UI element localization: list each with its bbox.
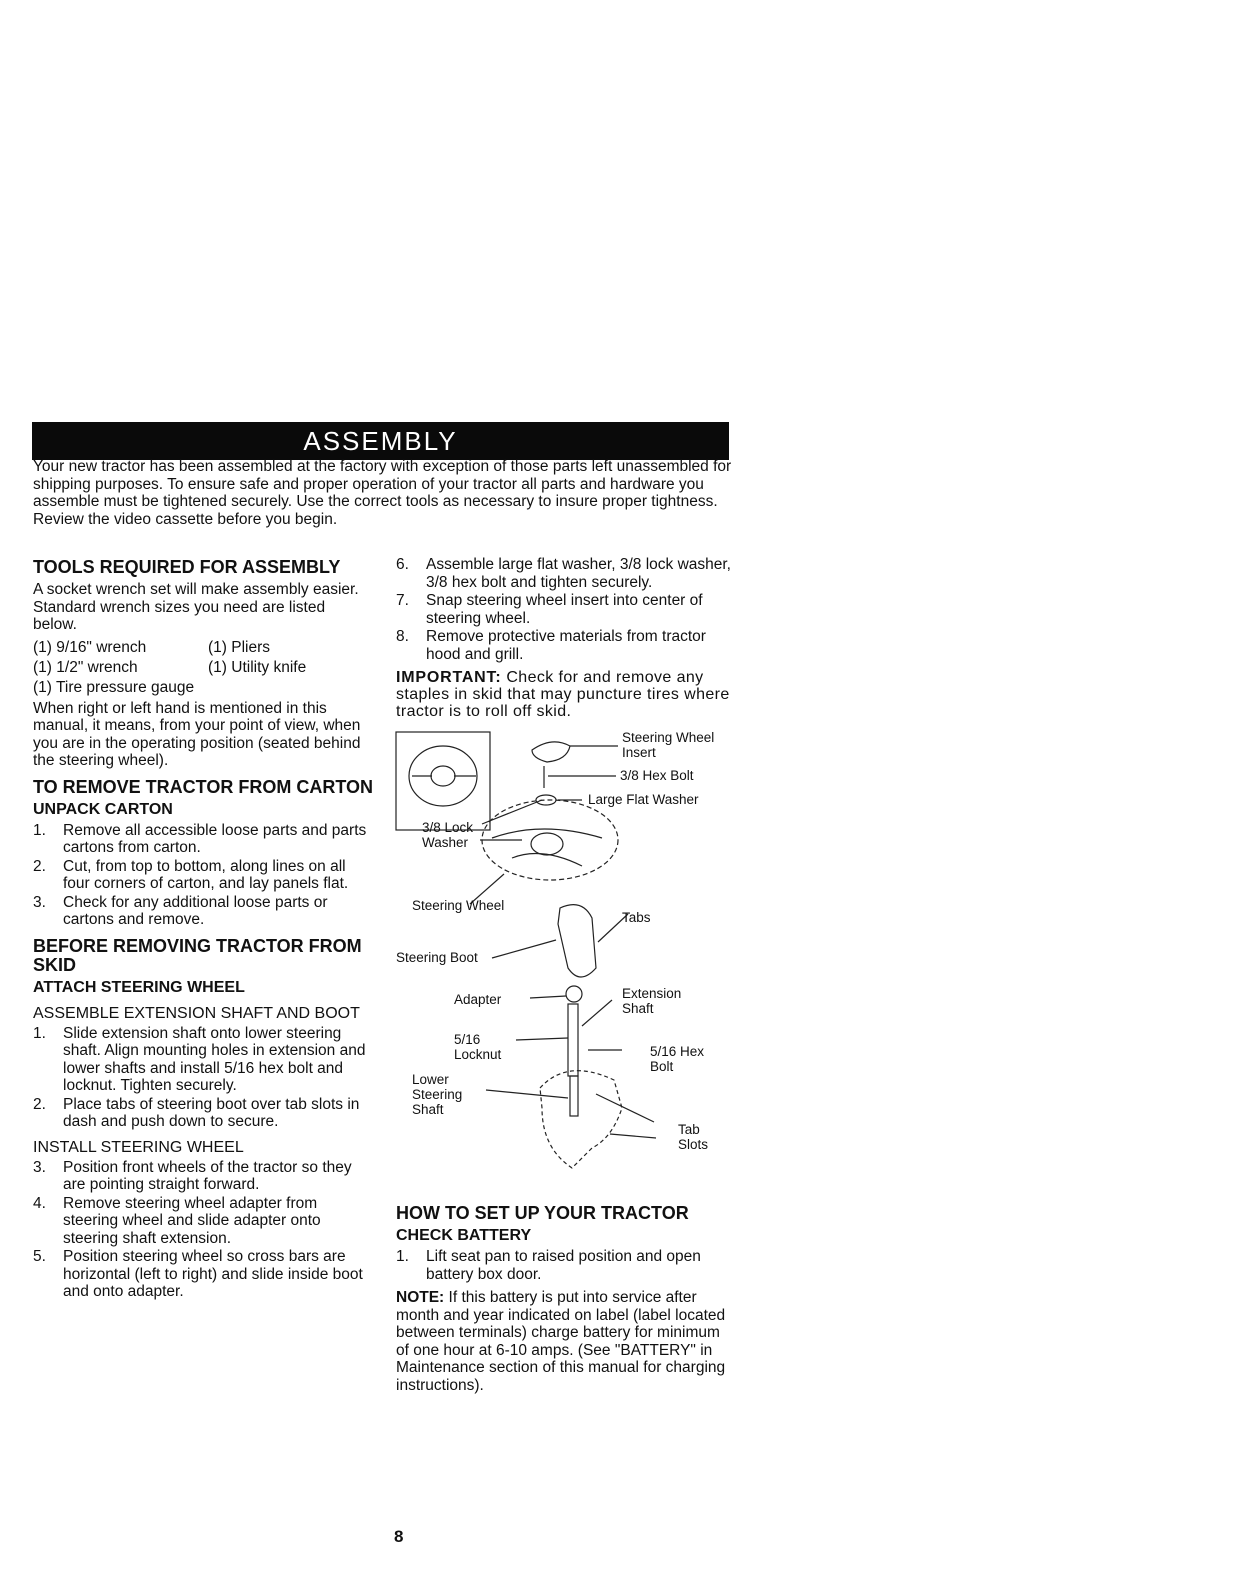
tool-item: (1) 1/2" wrench [33,658,138,676]
unpack-heading: UNPACK CARTON [33,800,173,818]
section-banner: ASSEMBLY [32,422,729,460]
tool-item: (1) Utility knife [208,658,307,676]
list-item: 7. Snap steering wheel insert into center of steering wheel. [396,592,703,627]
list-item: 8. Remove protective materials from tractor hood and grill. [396,628,706,663]
extension-steps [33,1025,373,1131]
label-lower-shaft: Lower Steering Shaft [412,1072,463,1117]
tool-item: (1) 9/16" wrench [33,638,147,656]
tools-heading: TOOLS REQUIRED FOR ASSEMBLY [33,557,341,577]
label-hex-bolt: 3/8 Hex Bolt [620,768,694,783]
label-flat-washer: Large Flat Washer [588,792,699,807]
wheel-steps [396,556,736,663]
label-extension-shaft: Extension Shaft [622,986,682,1016]
label-insert: Steering Wheel Insert [622,730,715,760]
label-tabs: Tabs [622,910,651,925]
list-item: 6. Assemble large flat washer, 3/8 lock washer, 3/8 hex bolt and tighten securely. [396,556,731,591]
label-steering-boot: Steering Boot [396,950,478,965]
attach-heading: ATTACH STEERING WHEEL [33,978,245,996]
important-note: IMPORTANT: Check for and remove any staples in skid that may puncture tires where tractor is to roll off skid. [396,669,730,720]
label-lock-washer: 3/8 Lock Washer [422,820,474,850]
list-item: 4. Remove steering wheel adapter from steering wheel and slide adapter onto steering shaft extension. [33,1194,321,1247]
battery-steps [396,1248,736,1283]
install-heading: INSTALL STEERING WHEEL [33,1138,244,1156]
label-hex-bolt-516: 5/16 Hex Bolt [650,1044,705,1074]
left-column [33,556,373,1307]
tools-intro: A socket wrench set will make assembly easier. Standard wrench sizes you need are listed below. [33,581,359,633]
tool-item: (1) Pliers [208,638,271,656]
list-item: 1. Remove all accessible loose parts and parts cartons from carton. [33,821,367,856]
setup-heading: HOW TO SET UP YOUR TRACTOR [396,1203,689,1223]
before-heading: BEFORE REMOVING TRACTOR FROM SKID [33,935,362,975]
tools-list [33,638,373,698]
battery-note: NOTE: If this battery is put into service after month and year indicated on label (label located between terminals) charge battery for minimum of one hour at 6-10 amps. (See "BATTERY" in Maintenance section of this manual for charging instructions). [396,1289,726,1394]
steering-assembly-diagram [392,728,732,1198]
list-item: 2. Place tabs of steering boot over tab slots in dash and push down to secure. [33,1095,360,1130]
extension-heading: ASSEMBLE EXTENSION SHAFT AND BOOT [33,1004,360,1022]
list-item: 1. Slide extension shaft onto lower steering shaft. Align mounting holes in extension and lower shafts and install 5/16 hex bolt and locknut. Tighten securely. [33,1024,366,1094]
list-item: 3. Check for any additional loose parts or cartons and remove. [33,893,328,928]
list-item: 2. Cut, from top to bottom, along lines on all four corners of carton, and lay panels flat. [33,857,349,892]
page-number: 8 [394,1527,404,1546]
label-steering-wheel: Steering Wheel [412,898,505,913]
list-item: 3. Position front wheels of the tractor so they are pointing straight forward. [33,1158,352,1193]
battery-heading: CHECK BATTERY [396,1227,532,1244]
unpack-steps [33,822,373,929]
intro-paragraph: Your new tractor has been assembled at the factory with exception of those parts left unassembled for shipping purposes. To ensure safe and proper operation of your tractor all parts and hardware you assemble must be tightened securely. Use the correct tools as necessary to insure proper tightness. Review the video cassette before you begin. [33,458,732,528]
remove-heading: TO REMOVE TRACTOR FROM CARTON [33,776,374,797]
right-column [396,556,736,1394]
install-steps [33,1159,373,1301]
label-locknut: 5/16 Locknut [454,1032,502,1062]
label-tab-slots: Tab Slots [678,1122,709,1152]
list-item: 1. Lift seat pan to raised position and open battery box door. [396,1248,701,1283]
hand-note: When right or left hand is mentioned in this manual, it means, from your point of view, when you are in the operating position (seated behind the steering wheel). [33,699,361,769]
list-item: 5. Position steering wheel so cross bars are horizontal (left to right) and slide inside boot and onto adapter. [33,1248,363,1300]
tool-item: (1) Tire pressure gauge [33,678,195,696]
label-adapter: Adapter [454,992,502,1007]
